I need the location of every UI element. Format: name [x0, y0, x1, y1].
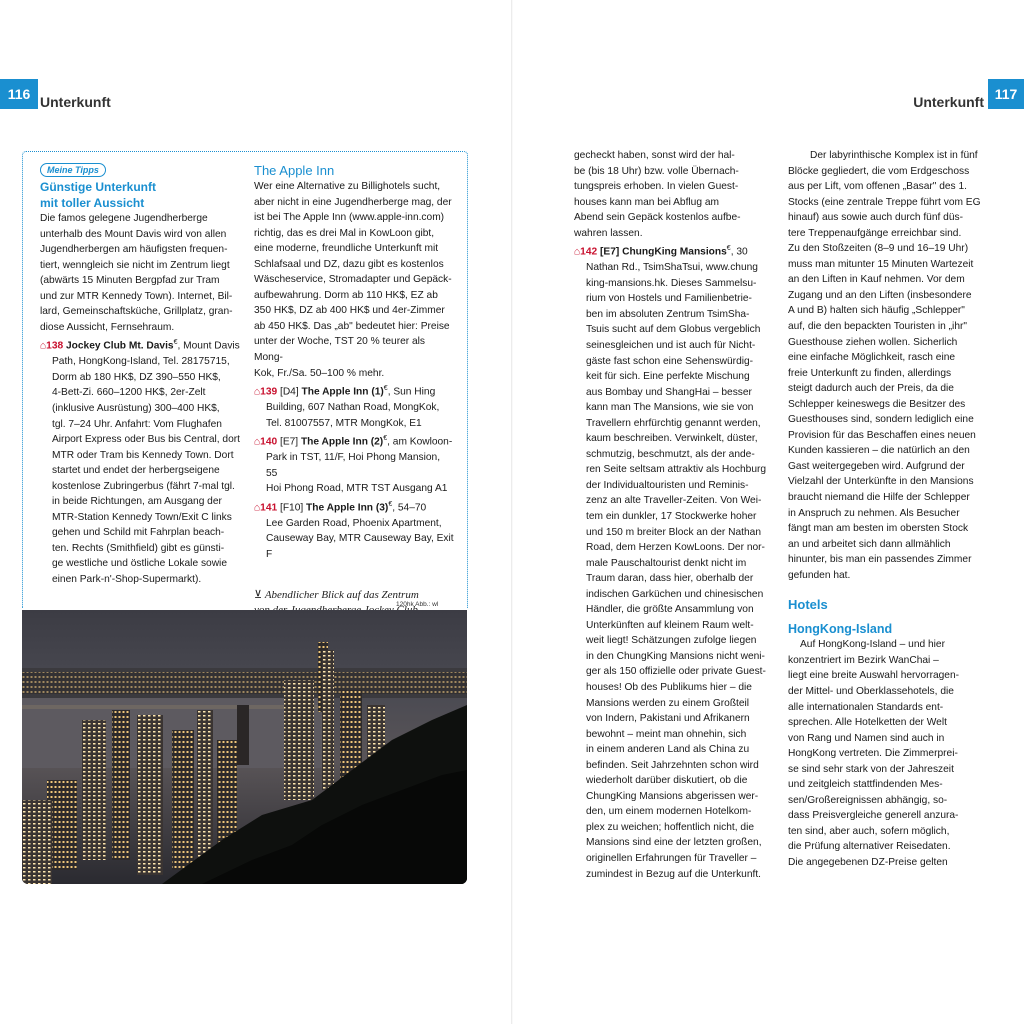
text-line: Blöcke gegliedert, die vom Erdgeschoss — [788, 165, 970, 177]
price-category: € — [388, 500, 393, 508]
text-line: Travellern ehrfürchtig genannt werden, — [586, 417, 761, 429]
text-line: zenz an alte Traveller-Zeiten. Von Wei- — [586, 495, 762, 507]
text-line: hinauf) aus sowie auch durch fünf düs- — [788, 212, 963, 224]
text-line: in den ChungKing Mansions nicht weni- — [586, 650, 765, 662]
text-line: tungspreis erhoben. In vielen Guest- — [574, 181, 739, 193]
text-line: ist bei The Apple Inn (www.apple-inn.com) — [254, 212, 445, 224]
text-line: gefunden hat. — [788, 569, 851, 581]
entry-first-line: , 54–70 — [392, 502, 427, 514]
text-line: alle internationalen Standards ent- — [788, 701, 944, 713]
text-line: Road, dem Herzen KowLoons. Der nor- — [586, 542, 765, 554]
text-line: (abwärts 15 Minuten Bergpfad zur Tram — [40, 275, 220, 287]
text-line: (inklusive Ausrüstung) 300–400 HK$, — [52, 402, 220, 414]
text-column-4 — [788, 148, 986, 871]
text-line: ten sind, aber auch, sofern möglich, — [788, 825, 950, 837]
text-line: Hoi Phong Road, MTR TST Ausgang A1 — [266, 483, 448, 495]
entry-number: 140 — [260, 436, 278, 448]
tips-column-left — [40, 163, 240, 588]
entry-142 — [574, 241, 770, 260]
text-line: Airport Express oder Bus bis Central, dort — [52, 434, 240, 446]
text-line: aufbewahrung. Dorm ab 110 HK$, EZ ab — [254, 289, 438, 301]
text-line: diose Aussicht, Fernsehraum. — [40, 321, 175, 333]
text-line: und 150 m breiter Block an der Nathan — [586, 526, 761, 538]
text-line: aber nicht in eine Jugendherberge mag, der — [254, 196, 452, 208]
entry-140 — [254, 431, 454, 450]
text-line: an den Liften in Kauf nehmen. Vor dem — [788, 274, 965, 286]
page-number-left: 116 — [0, 79, 38, 109]
text-line: einen Park-n'-Shop-Supermarkt). — [52, 573, 202, 585]
text-line: ge westliche und östliche Lokale sowie — [52, 558, 227, 570]
text-line: ChungKing Mansions abgerissen wer- — [586, 790, 759, 802]
text-line: Zugang und an den Liften (insbesondere — [788, 289, 972, 301]
text-line: Der labyrinthische Komplex ist in fünf — [810, 150, 978, 161]
text-line: Wäscheservice, Stromadapter und Gepäck- — [254, 274, 452, 286]
text-line: bewohnt – meint man ohnehin, sich — [586, 728, 747, 740]
text-line: aus Bombay und ShangHai – besser — [586, 386, 752, 398]
text-line: se sind sehr stark von der Jahreszeit — [788, 763, 954, 775]
tips-column-right — [254, 163, 454, 633]
entry-number: 139 — [260, 386, 278, 398]
text-line: unter der Woche, TST 20 % teurer als Mong- — [254, 336, 426, 364]
text-line: braucht niemand die Hilfe der Schlepper — [788, 492, 970, 504]
entry-first-line: , Mount Davis — [177, 340, 240, 352]
entry-map-ref: [D4] — [277, 386, 302, 398]
text-line: steigt dadurch auch der Preis, da die — [788, 383, 954, 395]
city-skyline-image — [22, 610, 467, 884]
text-line: sprechen. Alle Hotelketten der Welt — [788, 717, 947, 729]
text-line: eine einfache Möglichkeit, rasch eine — [788, 352, 956, 364]
entry-name: The Apple Inn (1) — [301, 386, 384, 398]
text-line: male Pauschaltourist denkt nicht im — [586, 557, 747, 569]
text-line: houses! Ob des Publikums hier – die — [586, 681, 752, 693]
price-category: € — [173, 339, 178, 347]
text-line: MTR-Station Kennedy Town/Exit C links — [52, 511, 232, 523]
text-line: und zur MTR Kennedy Town). Internet, Bil- — [40, 290, 233, 302]
text-line: HongKong vertreten. Die Zimmerprei- — [788, 748, 958, 760]
text-line: Traum daran, dass hier, oberhalb der — [586, 573, 754, 585]
hotel-icon: ⌂ — [254, 386, 261, 398]
text-line: Guesthouse ziehen wollen. Sicherlich — [788, 336, 958, 348]
entry-138 — [40, 335, 240, 354]
entry-map-ref: [E7] — [277, 436, 301, 448]
text-line: der Individualtouristen und Reminis- — [586, 479, 749, 491]
running-head-left: Unterkunft — [40, 94, 111, 110]
text-line: tiert, wenngleich sie nicht im Zentrum liegt — [40, 259, 230, 271]
entry-number: 142 — [580, 246, 598, 258]
text-line: ben im absoluten Zentrum TsimSha- — [586, 308, 750, 320]
text-line: sen/Großereignissen abhängig, so- — [788, 794, 948, 806]
text-line: lard, Gemeinschaftsküche, Grillplatz, gran- — [40, 306, 233, 318]
text-line: Mansions sind eine der letzten großen, — [586, 837, 762, 849]
text-line: Abend sein Gepäck kostenlos aufbe- — [574, 212, 741, 224]
text-line: Kunden kassieren – die natürlich an den — [788, 445, 970, 457]
arrow-down-icon: ⊻ — [254, 589, 265, 602]
text-line: Händler, die größte Ansammlung von — [586, 604, 754, 616]
entry-name: The Apple Inn (2) — [300, 436, 384, 448]
entry-first-line: , am Kowloon- — [387, 436, 453, 448]
text-line: kaum beschreiben. Verwinkelt, düster, — [586, 433, 758, 445]
text-line: kostenlose Zubringerbus (fährt 7-mal tgl. — [52, 480, 235, 492]
text-line: ren Seite seltsam attraktiv als Hochburg — [586, 464, 767, 476]
text-line: Wer eine Alternative zu Billighotels sucht, — [254, 181, 441, 192]
entry-number: 138 — [46, 340, 64, 352]
text-line: startet und endet der herbergseigene — [52, 465, 220, 477]
column-3-intro — [574, 148, 770, 241]
text-line: 4-Bett-Zi. 660–1200 HK$, 2er-Zelt — [52, 387, 206, 399]
text-line: freie Unterkunft zu finden, allerdings — [788, 367, 952, 379]
text-line: Gast weitergegeben wird. Aufgrund der — [788, 460, 965, 472]
text-line: fängt man am besten im obersten Stock — [788, 523, 969, 535]
text-line: Kok, Fr./Sa. 50–100 % mehr. — [254, 367, 385, 379]
text-line: in beide Richtungen, am Ausgang der — [52, 496, 222, 508]
caption-line: ⊻ Abendlicher Blick auf das Zentrum — [254, 589, 419, 602]
text-line: Die angegebenen DZ-Preise gelten — [788, 856, 948, 868]
text-line: in Anspruch zu nehmen. Als Besucher — [788, 507, 960, 519]
hotels-text — [788, 637, 986, 870]
text-line: aus per Lift, vom offenen „Basar" des 1. — [788, 181, 967, 193]
hotel-icon: ⌂ — [254, 502, 261, 514]
hotels-heading: Hotels — [788, 597, 828, 613]
text-line: Mansions werden zu einem Großteil — [586, 697, 750, 709]
text-line: indischen Garküchen und chinesischen — [586, 588, 764, 600]
text-line: in einem anderen Land als China zu — [586, 744, 750, 756]
text-line: Nathan Rd., TsimShaTsui, www.chung — [586, 262, 758, 274]
text-line: Die famos gelegene Jugendherberge — [40, 213, 208, 224]
text-line: Guesthouses sind, sondern lediglich eine — [788, 414, 974, 426]
text-column-3 — [574, 148, 770, 882]
hongkong-night-photo — [22, 610, 467, 884]
text-line: Tel. 81007557, MTR MongKok, E1 — [266, 417, 422, 429]
text-line: an und arbeitet sich dann allmählich — [788, 538, 951, 550]
text-line: plex zu weichen; hoffentlich nicht, die — [586, 821, 755, 833]
apple-inn-entries — [254, 381, 454, 562]
text-line: Stocks (eine zentrale Treppe führt vom EG — [788, 196, 981, 208]
hotel-icon: ⌂ — [254, 436, 261, 448]
text-line: Jugendherbergen am häufigsten frequen- — [40, 244, 228, 256]
text-line: hinunter, bis man ein passendes Zimmer — [788, 554, 972, 566]
text-line: gäste fast schon eine Sehenswürdig- — [586, 355, 754, 367]
page-number-right: 117 — [988, 79, 1024, 109]
price-category: € — [726, 245, 731, 253]
text-line: A und B) halten sich häufig „Schlepper" — [788, 305, 965, 317]
text-line: von Rang und Namen sind auch in — [788, 732, 945, 744]
text-line: richtig, das es drei Mal in KowLoon gibt, — [254, 227, 435, 239]
text-line: die Prüfung alternativer Reisedaten. — [788, 841, 951, 853]
text-line: gecheckt haben, sonst wird der hal- — [574, 150, 735, 161]
entry-name: The Apple Inn (3) — [306, 502, 389, 514]
text-line: ger als 150 offizielle oder private Guest- — [586, 666, 766, 678]
tip-heading-line-2: mit toller Aussicht — [40, 196, 145, 210]
text-line: Path, HongKong-Island, Tel. 28175715, — [52, 356, 230, 368]
running-head-right: Unterkunft — [913, 94, 984, 110]
tips-badge: Meine Tipps — [40, 163, 106, 177]
entry-142-details — [574, 260, 770, 882]
text-line: wiederholt darüber diskutiert, ob die — [586, 775, 748, 787]
apple-inn-intro — [254, 179, 454, 381]
hotel-icon: ⌂ — [40, 340, 47, 352]
text-line: von Indern, Pakistani und Afrikanern — [586, 713, 750, 725]
text-line: Unterkünften auf kleinem Raum welt- — [586, 619, 754, 631]
text-line: gehen und Schild mit Fahrplan beach- — [52, 527, 225, 539]
column-4-text — [788, 148, 986, 583]
text-line: befinden. Seit Jahrzehnten schon wird — [586, 759, 759, 771]
text-line: Schlepper keineswegs die Besitzer des — [788, 398, 966, 410]
text-line: Dorm ab 180 HK$, DZ 390–550 HK$, — [52, 371, 221, 383]
text-line: konzentriert im Bezirk WanChai – — [788, 654, 939, 666]
text-line: unterhalb des Mount Davis wird von allen — [40, 228, 227, 240]
text-line: der Mittel- und Oberklassehotels, die — [788, 685, 954, 697]
text-line: wahren lassen. — [574, 227, 643, 239]
text-line: den, um einem modernen Hotelkom- — [586, 806, 752, 818]
text-line: Lee Garden Road, Phoenix Apartment, — [266, 517, 442, 529]
entry-name: Jockey Club Mt. Davis — [66, 340, 174, 352]
text-line: keit für sich. Eine perfekte Mischung — [586, 371, 750, 383]
entry-first-line: , Sun Hing — [387, 386, 436, 398]
text-line: Auf HongKong-Island – und hier — [800, 639, 945, 651]
hongkong-island-heading: HongKong-Island — [788, 622, 893, 637]
text-line: dass Preisvergleiche generell anzura- — [788, 810, 959, 822]
text-line: MTR oder Tram bis Kennedy Town. Dort — [52, 449, 234, 461]
entry-number: 141 — [260, 502, 278, 514]
tip-intro — [40, 211, 240, 335]
entry-name: ChungKing Mansions — [622, 246, 727, 258]
text-line: weit liegt! Schätzungen zufolge liegen — [586, 635, 757, 647]
text-line: Provision für das Beschaffen eines neuen — [788, 429, 976, 441]
text-line: be (bis 18 Uhr) bzw. volle Übernach- — [574, 165, 739, 177]
text-line: zumindest in Bezug auf die Unterkunft. — [586, 868, 761, 880]
text-line: auf, die den bepackten Touristen in „ihr" — [788, 321, 967, 333]
text-line: tere Treppenaufgänge erreichbar sind. — [788, 227, 962, 239]
photo-credit: 120hk Abb.: wl — [396, 601, 439, 608]
text-line: originellen Erfahrungen für Traveller – — [586, 853, 757, 864]
entry-139 — [254, 381, 454, 400]
price-category: € — [383, 385, 388, 393]
text-line: Park in TST, 11/F, Hoi Phong Mansion, 55 — [266, 452, 441, 479]
text-line: kann man The Mansions, wie sie von — [586, 402, 754, 414]
text-line: tem ein dunkler, 17 Stockwerke hoher — [586, 510, 757, 522]
text-line: Schlafsaal und DZ, dazu gibt es kostenlos — [254, 258, 444, 270]
text-line: king-mansions.hk. Dieses Sammelsu- — [586, 277, 757, 289]
text-line: 350 HK$, DZ ab 400 HK$ und 4er-Zimmer — [254, 305, 445, 317]
entry-141 — [254, 497, 454, 516]
text-line: houses kann man bei Abflug am — [574, 196, 719, 208]
page-gutter — [511, 0, 513, 1024]
text-line: schmutzig, beschmutzt, als der ande- — [586, 448, 755, 460]
tip-heading-line-1: Günstige Unterkunft — [40, 180, 156, 194]
entry-138-details — [40, 354, 240, 587]
text-line: Tsuis sucht auf dem Globus vergeblich — [586, 324, 761, 336]
hotel-icon: ⌂ — [574, 246, 581, 258]
text-line: Vielzahl der Unterkünfte in den Mansions — [788, 476, 974, 488]
text-line: und zeitgleich stattfindenden Mes- — [788, 779, 943, 791]
price-category: € — [383, 435, 388, 443]
entry-map-ref: [E7] — [600, 246, 620, 258]
text-line: liegt eine breite Auswahl hervorragen- — [788, 670, 960, 682]
text-line: Building, 607 Nathan Road, MongKok, — [266, 402, 440, 414]
apple-inn-heading: The Apple Inn — [254, 163, 335, 178]
text-line: Causeway Bay, MTR Causeway Bay, Exit F — [266, 533, 454, 560]
text-line: Zu den Stoßzeiten (8–9 und 16–19 Uhr) — [788, 243, 969, 255]
text-line: seinesgleichen und ist auch für Nicht- — [586, 339, 756, 351]
entry-first-line: , 30 — [730, 246, 748, 258]
text-line: eine moderne, freundliche Unterkunft mit — [254, 243, 439, 255]
text-line: muss man mitunter 15 Minuten Wartezeit — [788, 258, 974, 270]
text-line: ab 450 HK$. Das „ab" bedeutet hier: Preise — [254, 320, 450, 332]
text-line: rium von Hostels und Familienbetrie- — [586, 293, 752, 305]
entry-map-ref: [F10] — [277, 502, 307, 514]
text-line: ten. Rechts (Smithfield) gibt es günsti- — [52, 542, 225, 554]
text-line: tgl. 7–24 Uhr. Anfahrt: Vom Flughafen — [52, 418, 222, 430]
